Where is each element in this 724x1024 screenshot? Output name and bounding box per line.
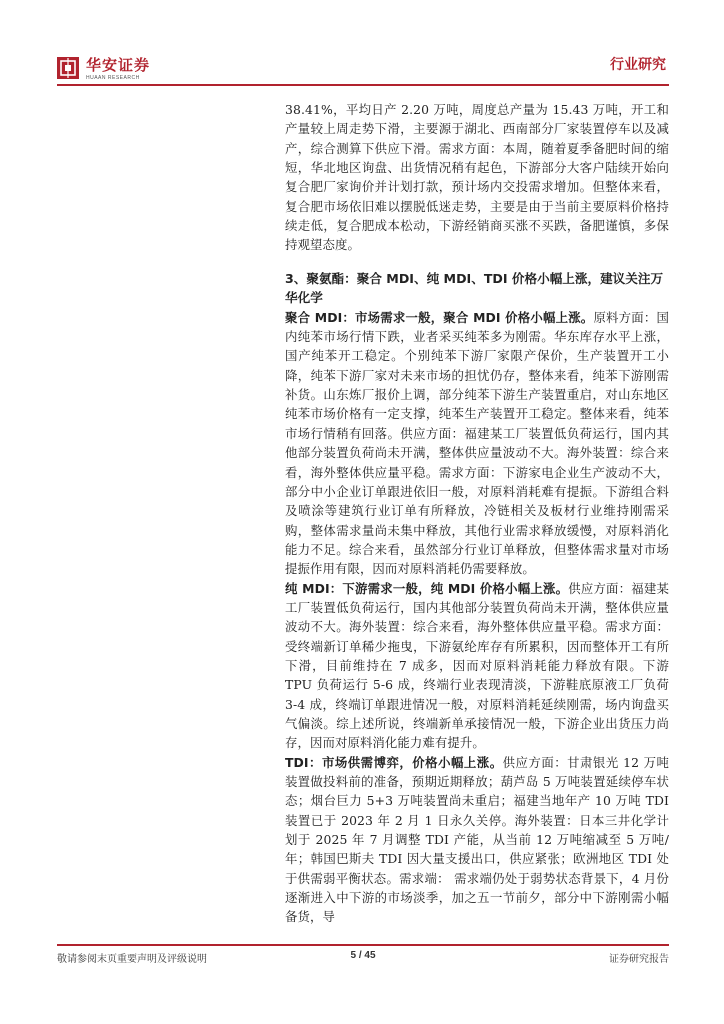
logo-chinese-name: 华安证券	[86, 56, 151, 74]
page-number: 5 / 45	[350, 950, 376, 961]
intro-paragraph: 38.41%，平均日产 2.20 万吨，周度总产量为 15.43 万吨，开工和产量较上周走势下滑，主要源于湖北、西南部分厂家装置停车以及减产，综合测算下供应下滑。需求方面：本周，随着夏季备肥时间的缩短，华北地区询盘、出货情况稍有起色，下游部分大客户陆续开始向复合肥厂家询价并计划打款，预计场内交投需求增加。但整体来看，复合肥市场依旧难以摆脱低迷走势，主要是由于当前主要原料价格持续走低，复合肥成本松动，下游经销商买涨不买跌，备肥谨慎，多保持观望态度。	[285, 102, 669, 253]
paragraph-lead: 纯 MDI：下游需求一般，纯 MDI 价格小幅上涨。	[285, 580, 569, 596]
paragraph-text: 供应方面：甘肃银光 12 万吨装置做投料前的准备，预期近期释放；葫芦岛 5 万吨装置延续停车状态；烟台巨力 5+3 万吨装置尚未重启；福建当地年产 10 万吨 TDI 装置已于 2023 年 2 月 1 日永久关停。海外装置：日本三井化学计划于 2025 年 7 月调整 TDI 产能，从当前 12 万吨缩减至 5 万吨/年；韩国巴斯夫 TDI 因大量支援出口，供应紧张；欧洲地区 TDI 处于供需弱平衡状态。需求端： 需求端仍处于弱势状态背景下，4 月份逐渐进入中下游的市场淡季，加之五一节前夕，部分中下游刚需小幅备货，导	[285, 754, 669, 925]
paragraph-tdi	[285, 753, 669, 927]
company-logo-text	[86, 57, 150, 81]
footer-report-type: 证券研究报告	[609, 954, 669, 965]
footer-divider	[57, 944, 669, 946]
page-header	[0, 0, 724, 100]
paragraph-lead: TDI：市场供需博弈，价格小幅上涨。	[285, 754, 503, 770]
paragraph-text: 原料方面：国内纯苯市场行情下跌，业者采买纯苯多为刚需。华东库存水平上涨，国产纯苯开工稳定。个别纯苯下游厂家限产保价，生产装置开工小降，纯苯下游厂家对未来市场的担忧仍存，整体来看，纯苯下游刚需补货。山东炼厂报价上调，部分纯苯下游生产装置重启，对山东地区纯苯市场价格有一定支撑，纯苯生产装置开工稳定。整体来看，纯苯市场行情稍有回落。供应方面：福建某工厂装置低负荷运行，国内其他部分装置负荷尚未开满，整体供应量波动不大。海外装置：综合来看，海外整体供应量平稳。需求方面：下游家电企业生产波动不大，部分中小企业订单跟进依旧一般，对原料消耗难有提振。下游组合料及喷涂等建筑行业订单有所释放，冷链相关及板材行业维持刚需采购，整体需求量尚未集中释放，其他行业需求释放缓慢，对原料消化能力不足。综合来看，虽然部分行业订单释放，但整体需求量对市场提振作用有限，因而对原料消耗仍需要释放。	[285, 309, 669, 577]
paragraph-text: 供应方面：福建某工厂装置低负荷运行，国内其他部分装置负荷尚未开满，整体供应量波动不大。海外装置：综合来看，海外整体供应量平稳。需求方面：受终端新订单稀少拖曳，下游氨纶库存有所累积，因而整体开工有所下滑，目前维持在 7 成多，因而对原料消耗能力释放有限。下游 TPU 负荷运行 5-6 成，终端行业表现清淡，下游鞋底原液工厂负荷 3-4 成，终端订单跟进情况一般，对原料消耗延续刚需，场内询盘买气偏淡。综上述所说，终端新单承接情况一般，下游企业出货压力尚存，因而对原料消化能力难有提升。	[285, 580, 669, 751]
report-body	[285, 100, 669, 927]
paragraph-lead: 聚合 MDI：市场需求一般，聚合 MDI 价格小幅上涨。	[285, 309, 594, 325]
page-footer	[57, 950, 669, 964]
paragraph-polymeric-mdi	[285, 308, 669, 579]
header-divider	[57, 84, 669, 86]
section-title: 3、聚氨酯：聚合 MDI、纯 MDI、TDI 价格小幅上涨，建议关注万华化学	[285, 270, 664, 306]
paragraph-pure-mdi	[285, 579, 669, 753]
report-section-label: 行业研究	[610, 57, 666, 73]
footer-disclaimer: 敬请参阅末页重要声明及评级说明	[57, 954, 207, 965]
huaan-logo-icon	[57, 57, 79, 79]
logo-english-name: HUAAN RESEARCH	[86, 75, 140, 81]
